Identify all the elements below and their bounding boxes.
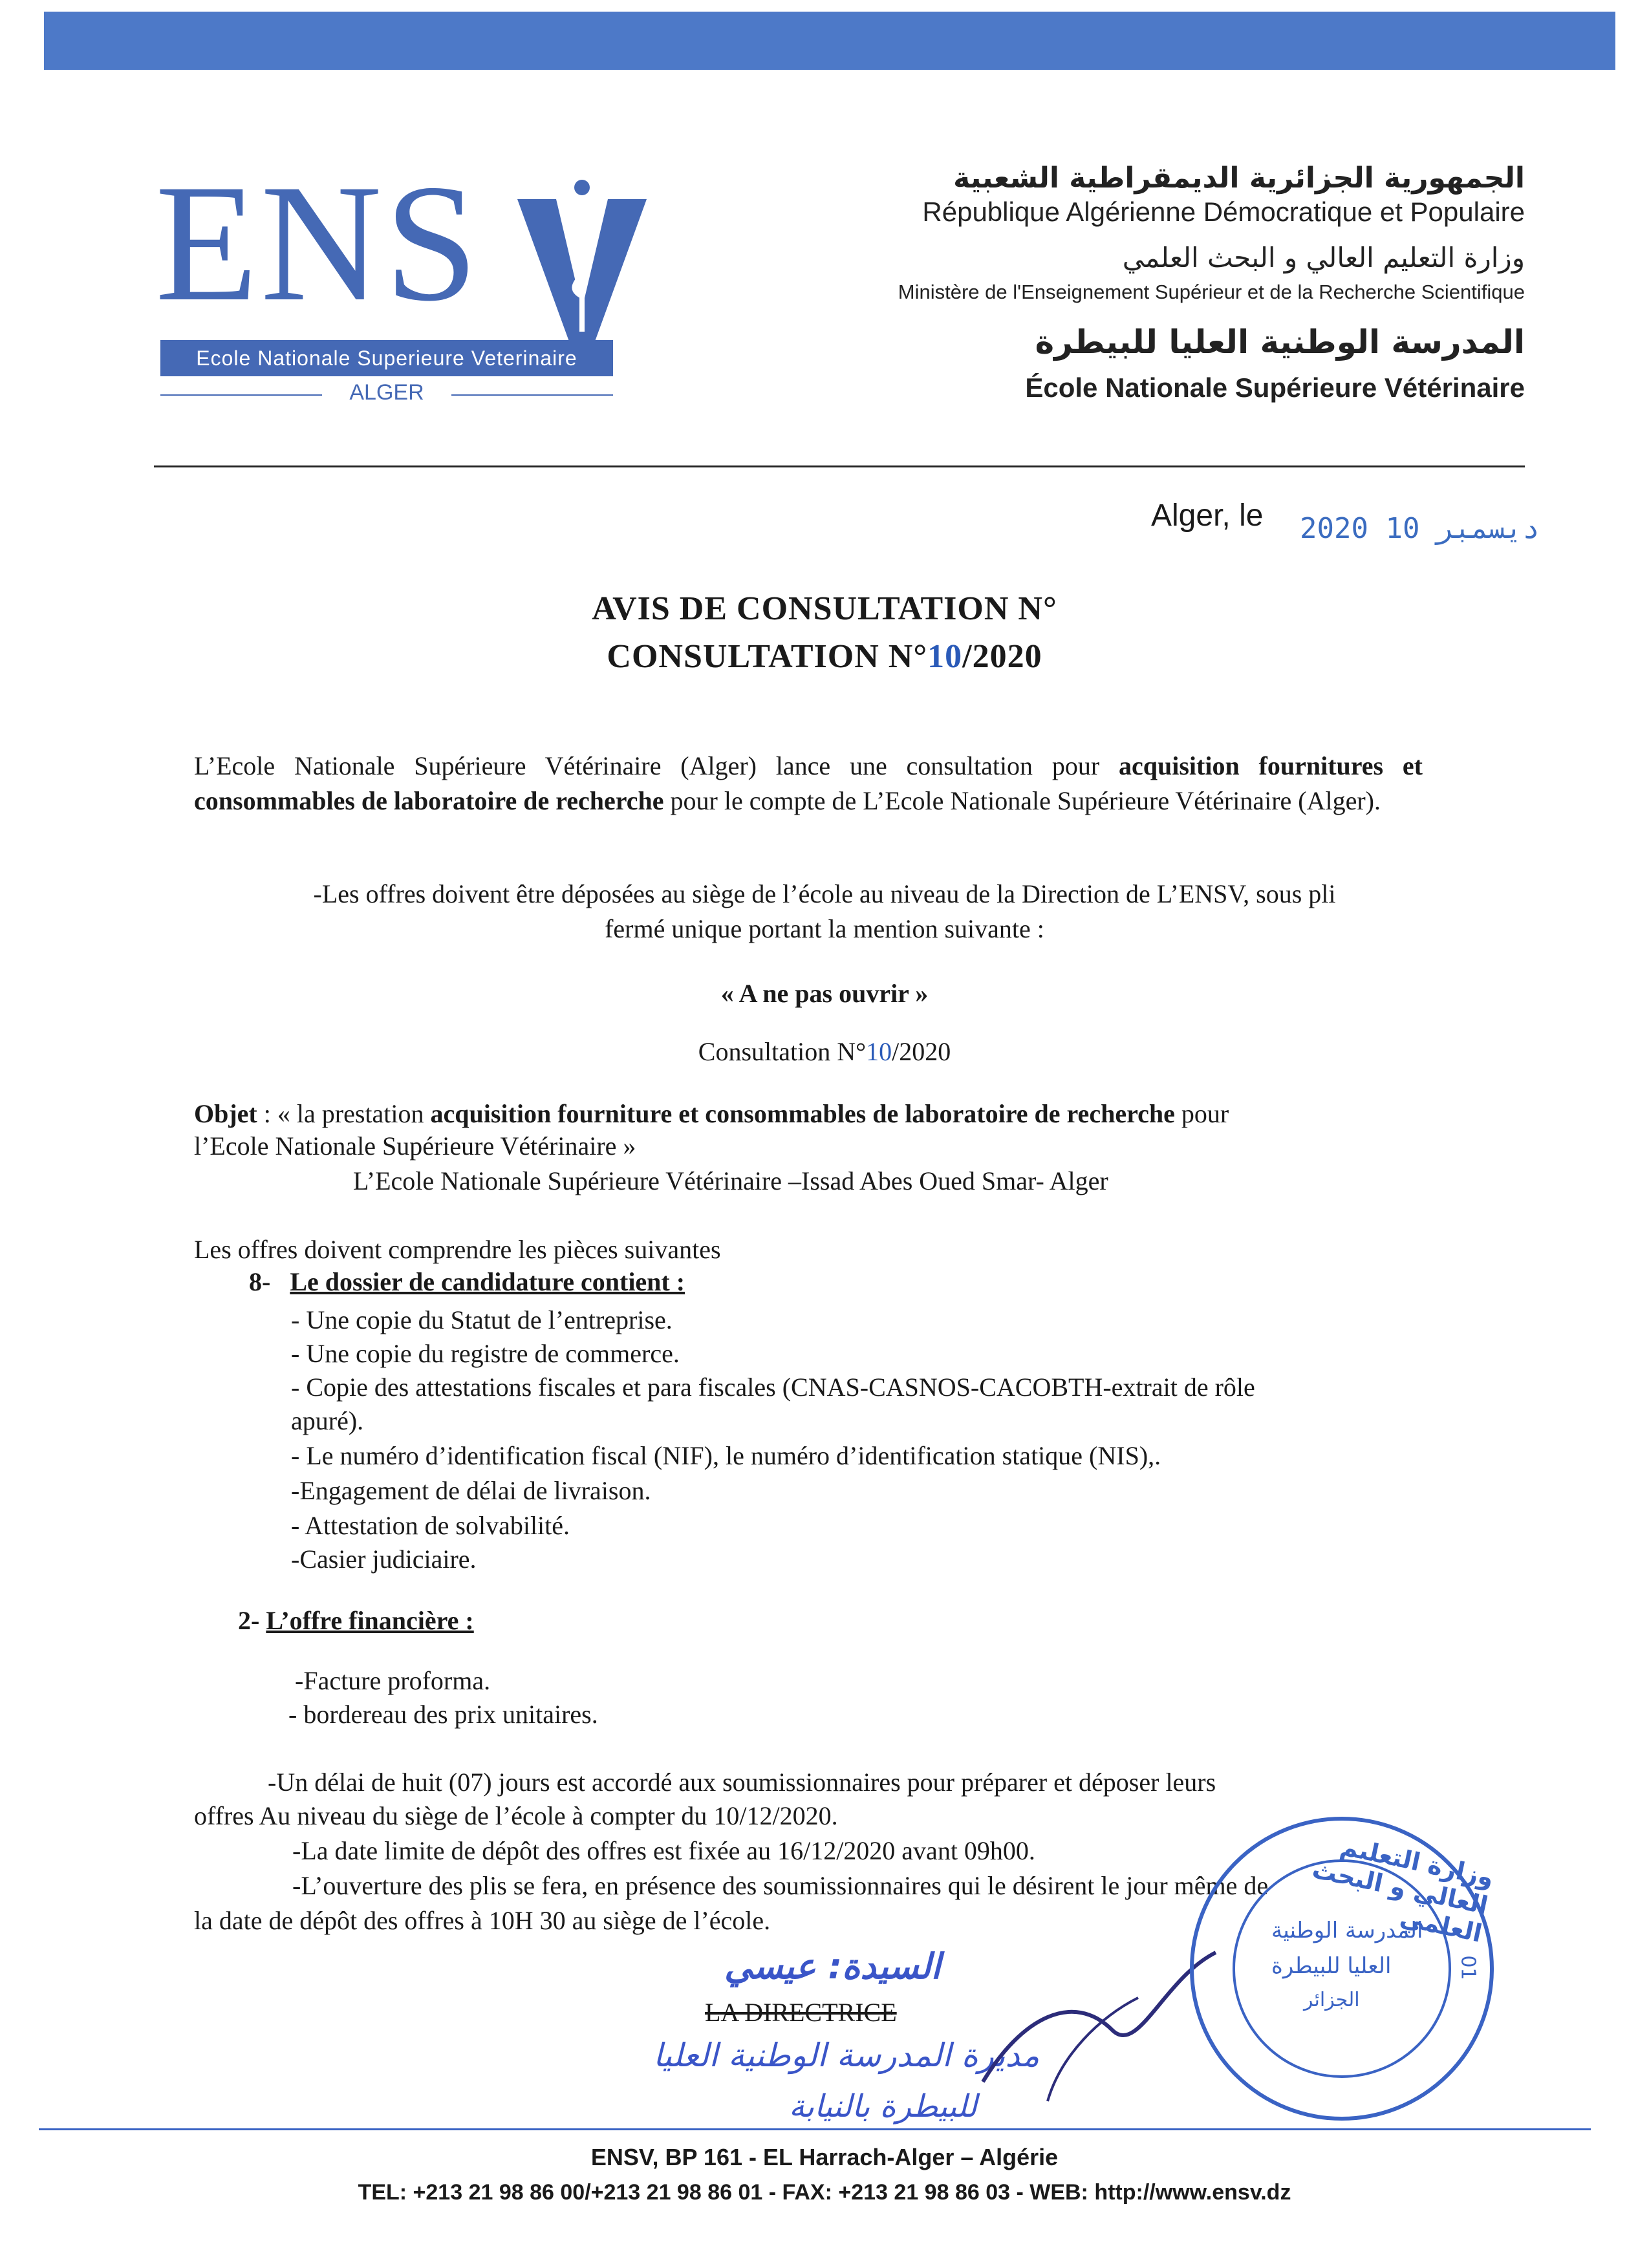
stamp-number: 01 [1456,1955,1480,1980]
objet-part-1: : « la prestation [257,1099,431,1128]
pieces-intro: Les offres doivent comprendre les pièces suivantes [194,1235,721,1264]
official-stamp [1190,1817,1494,2121]
closing-line-2: offres Au niveau du siège de l’école à compter du 10/12/2020. [194,1801,838,1830]
handwritten-name: السيدة: عيسي [724,1946,941,1987]
list-item: - Le numéro d’identification fiscal (NIF), le numéro d’identification statique (NIS),. [291,1441,1161,1470]
closing-line-4: -L’ouverture des plis se fera, en présence des soumissionnaires qui le désirent le jour même de [292,1871,1269,1900]
consultation-number: 10 [866,1037,892,1066]
list-item: - bordereau des prix unitaires. [288,1700,598,1729]
title-number: 10 [927,638,963,675]
republic-fr: République Algérienne Démocratique et Populaire [922,197,1525,227]
objet-line-1 [194,1097,1461,1131]
title-line-1: AVIS DE CONSULTATION N° [592,590,1057,627]
stamp-inner-text-3: الجزائر [1304,1989,1360,2011]
signatory-title: LA DIRECTRICE [705,1998,897,2027]
section-1-number: 8- [249,1267,271,1296]
stamp-inner-text-2: العليا للبيطرة [1271,1953,1392,1979]
list-item: - Une copie du Statut de l’entreprise. [291,1305,673,1334]
objet-label: Objet [194,1099,257,1128]
objet-part-2: pour [1174,1099,1229,1128]
ministry-ar: وزارة التعليم العالي و البحث العلمي [1122,242,1525,273]
logo-rule-left [160,394,322,396]
ministry-fr: Ministère de l'Enseignement Supérieur et de la Recherche Scientifique [898,281,1525,303]
list-item: - Une copie du registre de commerce. [291,1339,680,1368]
closing-line-1: -Un délai de huit (07) jours est accordé aux soumissionnaires pour préparer et déposer leurs [268,1768,1216,1797]
footer-contacts: TEL: +213 21 98 86 00/+213 21 98 86 01 - FAX: +213 21 98 86 03 - WEB: http://www.ensv.dz [358,2180,1291,2205]
intro-part-1: L’Ecole Nationale Supérieure Vétérinaire (Alger) lance une consultation pour [194,751,1119,780]
intro-paragraph [194,749,1423,818]
logo-letters: ENS [155,150,481,336]
list-item: - Attestation de solvabilité. [291,1511,570,1540]
stamp-inner-text-1: المدرسة الوطنية [1271,1918,1423,1943]
section-1-heading [249,1265,685,1300]
intro-bold: acquisition fournitures et consommables de laboratoire de recherche [194,751,1423,815]
handwritten-role: مديرة المدرسة الوطنية العليا [653,2037,1040,2074]
consultation-suffix: /2020 [892,1037,951,1066]
offers-line-1: -Les offres doivent être déposées au siège de l’école au niveau de la Direction de L’ENSV, sous pli [313,879,1336,908]
section-1-title: Le dossier de candidature contient : [290,1267,685,1296]
closing-line-3: -La date limite de dépôt des offres est fixée au 16/12/2020 avant 09h00. [292,1836,1035,1865]
objet-line-3: L’Ecole Nationale Supérieure Vétérinaire –Issad Abes Oued Smar- Alger [353,1166,1108,1195]
title-prefix: CONSULTATION N° [607,638,928,675]
intro-part-2: pour le compte de L’Ecole Nationale Supérieure Vétérinaire (Alger). [663,786,1381,815]
list-item: -Casier judiciaire. [291,1545,477,1574]
list-item: -Facture proforma. [295,1666,491,1695]
header-divider [154,465,1525,467]
stamp-outer-text: وزارة التعليم العالي و البحث العلمي [1310,1832,1496,1948]
logo-band: Ecole Nationale Superieure Veterinaire [160,340,613,376]
list-item: apuré). [291,1406,364,1435]
consultation-ref [0,1034,1649,1069]
footer-divider [39,2128,1591,2130]
list-item: - Copie des attestations fiscales et para fiscales (CNAS-CASNOS-CACOBTH-extrait de rôle [291,1373,1255,1402]
footer-address: ENSV, BP 161 - EL Harrach-Alger – Algérie [590,2144,1059,2170]
title-suffix: /2020 [962,638,1042,675]
section-2-title: L’offre financière : [266,1606,474,1635]
objet-bold: acquisition fourniture et consommables de laboratoire de recherche [430,1099,1175,1128]
do-not-open-mention: « A ne pas ouvrir » [720,979,929,1008]
closing-line-5: la date de dépôt des offres à 10H 30 au siège de l’école. [194,1906,771,1935]
list-item: -Engagement de délai de livraison. [291,1476,651,1505]
date-stamp: 2020 ديسمبر 10 [1300,512,1540,545]
republic-ar: الجمهورية الجزائرية الديمقراطية الشعبية [953,162,1525,195]
section-2-number: 2- [238,1606,260,1635]
date-label: Alger, le [1151,498,1264,533]
top-color-bar [44,12,1615,70]
offers-line-2: fermé unique portant la mention suivante : [605,914,1044,943]
objet-line-2: l’Ecole Nationale Supérieure Vétérinaire » [194,1131,636,1161]
logo-rule-right [451,394,613,396]
consultation-prefix: Consultation N° [698,1037,867,1066]
logo-city [160,380,613,406]
logo-city-text: ALGER [349,380,424,405]
caduceus-v-icon [517,180,647,341]
section-2-heading [238,1603,474,1638]
title-line-2 [0,637,1649,676]
ensv-logo [155,150,621,406]
handwritten-role-2: للبيطرة بالنيابة [789,2088,978,2124]
school-fr: École Nationale Supérieure Vétérinaire [1025,372,1525,403]
school-ar: المدرسة الوطنية العليا للبيطرة [1035,323,1525,361]
